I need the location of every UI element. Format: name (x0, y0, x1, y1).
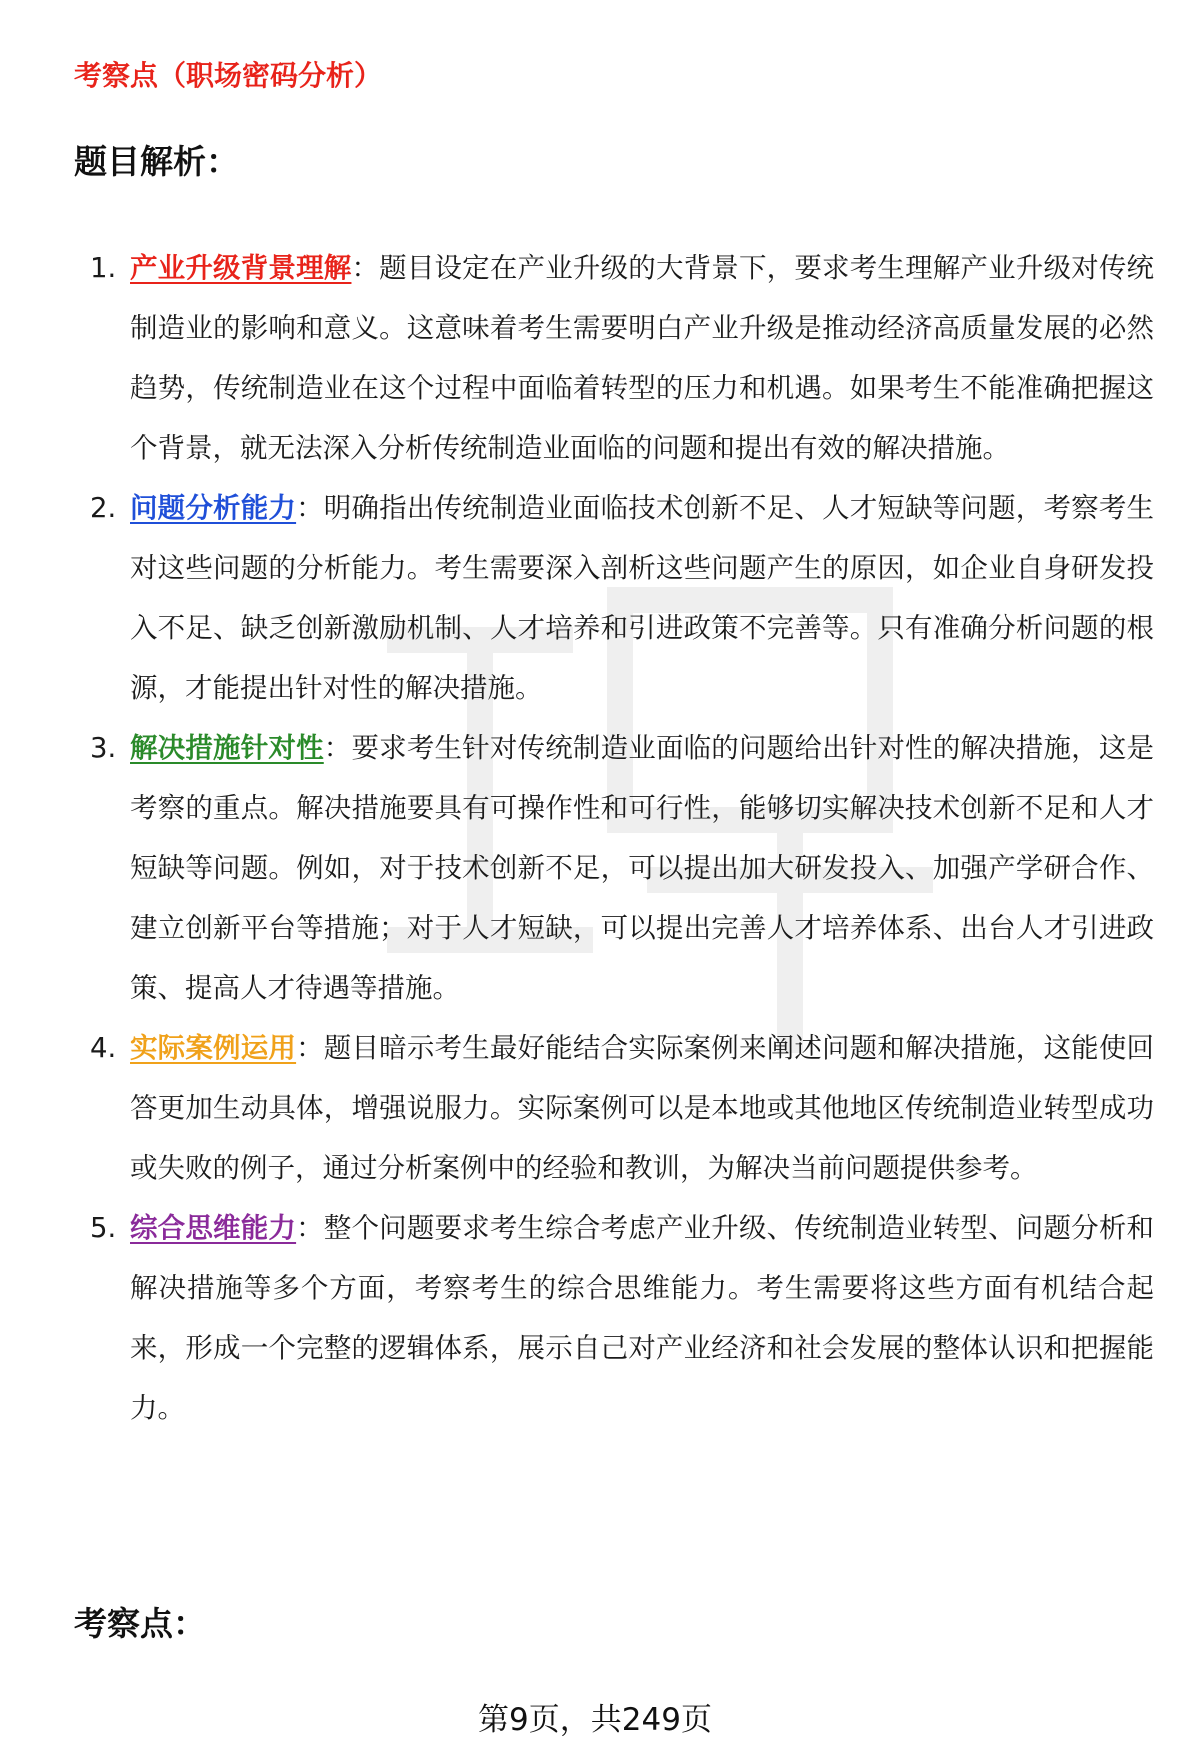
item-colon: ： (323, 732, 352, 764)
analysis-item (74, 478, 1154, 718)
topic-label: 考察点（职场密码分析） (74, 59, 383, 92)
item-body: 整个问题要求考生综合考虑产业升级、传统制造业转型、问题分析和解决措施等多个方面，考察考生的综合思维能力。考生需要将这些方面有机结合起来，形成一个完整的逻辑体系，展示自己对产业经济和社会发展的整体认识和把握能力。 (130, 1212, 1155, 1424)
item-colon: ： (296, 1032, 324, 1064)
page-indicator: 第9页，共249页 (478, 1702, 712, 1738)
item-keyword: 问题分析能力 (130, 492, 297, 524)
analysis-item (74, 1018, 1154, 1198)
analysis-title: 题目解析： (74, 142, 239, 181)
item-body: 题目暗示考生最好能结合实际案例来阐述问题和解决措施，这能使回答更加生动具体，增强说服力。实际案例可以是本地或其他地区传统制造业转型成功或失败的例子，通过分析案例中的经验和教训，为解决当前问题提供参考。 (130, 1032, 1155, 1184)
analysis-item (74, 238, 1154, 478)
item-number: 4. (90, 1032, 117, 1064)
item-body: 题目设定在产业升级的大背景下，要求考生理解产业升级对传统制造业的影响和意义。这意味着考生需要明白产业升级是推动经济高质量发展的必然趋势，传统制造业在这个过程中面临着转型的压力和机遇。如果考生不能准确把握这个背景，就无法深入分析传统制造业面临的问题和提出有效的解决措施。 (130, 252, 1155, 464)
item-colon: ： (351, 252, 380, 284)
item-keyword: 解决措施针对性 (130, 732, 324, 764)
item-keyword: 实际案例运用 (130, 1032, 297, 1064)
item-number: 5. (90, 1212, 117, 1244)
item-keyword: 综合思维能力 (130, 1212, 297, 1244)
item-number: 1. (90, 252, 117, 284)
analysis-item (74, 718, 1154, 1018)
item-number: 2. (90, 492, 117, 524)
item-keyword: 产业升级背景理解 (130, 252, 352, 284)
analysis-list (74, 238, 1154, 1438)
item-colon: ： (296, 492, 324, 524)
item-colon: ： (296, 1212, 324, 1244)
item-body: 要求考生针对传统制造业面临的问题给出针对性的解决措施，这是考察的重点。解决措施要具有可操作性和可行性，能够切实解决技术创新不足和人才短缺等问题。例如，对于技术创新不足，可以提出加大研发投入、加强产学研合作、建立创新平台等措施；对于人才短缺，可以提出完善人才培养体系、出台人才引进政策、提高人才待遇等措施。 (130, 732, 1155, 1004)
item-number: 3. (90, 732, 117, 764)
points-title: 考察点： (74, 1604, 206, 1643)
item-body: 明确指出传统制造业面临技术创新不足、人才短缺等问题，考察考生对这些问题的分析能力。考生需要深入剖析这些问题产生的原因，如企业自身研发投入不足、缺乏创新激励机制、人才培养和引进政策不完善等。只有准确分析问题的根源，才能提出针对性的解决措施。 (130, 492, 1155, 704)
analysis-item (74, 1198, 1154, 1438)
